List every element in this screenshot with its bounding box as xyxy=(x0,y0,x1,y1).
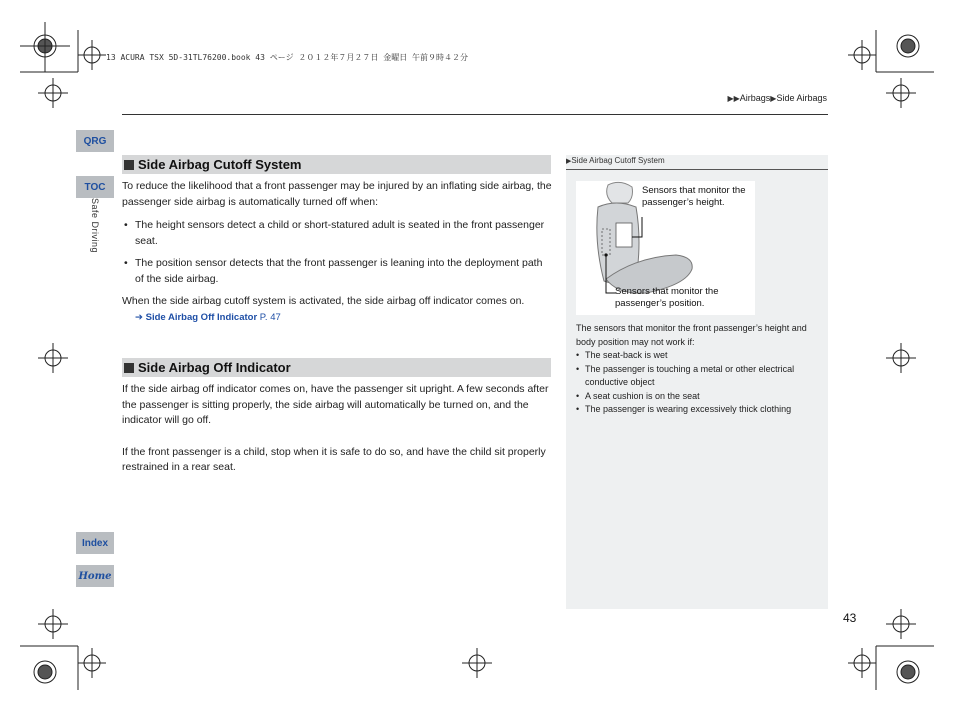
qrg-button[interactable]: QRG xyxy=(76,130,114,152)
header-rule xyxy=(122,114,828,115)
figure-label-height: Sensors that monitor the passenger’s height. xyxy=(642,185,746,208)
chapter-label: Safe Driving xyxy=(90,198,100,254)
height-sensor-mark xyxy=(616,223,632,247)
link-text[interactable]: Side Airbag Off Indicator xyxy=(145,311,258,323)
section1-after: When the side airbag cutoff system is activated, the side airbag off indicator comes on. xyxy=(122,295,525,307)
seat-sensor-figure xyxy=(576,181,755,315)
sidebar-arrow-icon: ▶ xyxy=(566,158,572,165)
list-item: • A seat cushion is on the seat xyxy=(576,390,822,404)
page-number: 43 xyxy=(843,611,857,625)
section1-intro: To reduce the likelihood that a front passenger may be injured by an inflating side airbag, the passenger side airbag is automatically turned off when: xyxy=(122,180,552,208)
heading-square-icon xyxy=(124,160,134,170)
section-title: Side Airbag Off Indicator xyxy=(138,360,291,375)
cross-reference-link[interactable] xyxy=(122,310,552,326)
list-item: • The passenger is touching a metal or other electrical conductive object xyxy=(576,363,822,390)
figure-label-position: Sensors that monitor the passenger’s position. xyxy=(615,286,719,309)
list-item: • The seat-back is wet xyxy=(576,349,822,363)
breadcrumb xyxy=(727,93,827,103)
sidebar-intro: The sensors that monitor the front passenger’s height and body position may not work if: xyxy=(576,323,807,347)
breadcrumb-separator: ▶ xyxy=(770,94,777,103)
list-item: • The height sensors detect a child or short-statured adult is seated in the front passenger seat. xyxy=(122,218,552,249)
heading-square-icon xyxy=(124,363,134,373)
section1-body xyxy=(122,179,552,325)
print-header: 13 ACURA TSX 5D-31TL76200.book 43 ページ ２０１２年７月２７日 金曜日 午前９時４２分 xyxy=(106,53,469,62)
list-item: • The position sensor detects that the front passenger is leaning into the deployment path of the side airbag. xyxy=(122,256,552,287)
section-title: Side Airbag Cutoff System xyxy=(138,157,302,172)
sidebar-rule xyxy=(566,169,828,170)
breadcrumb-arrows: ▶▶ xyxy=(727,94,740,103)
list-item: • The passenger is wearing excessively thick clothing xyxy=(576,403,822,417)
sidebar-body xyxy=(576,322,822,417)
link-page[interactable]: P. 47 xyxy=(259,311,281,323)
toc-button[interactable]: TOC xyxy=(76,176,114,198)
section1-bullets xyxy=(122,218,552,287)
section2-body xyxy=(122,382,552,476)
section-heading-cutoff xyxy=(122,155,551,174)
section2-para2: If the front passenger is a child, stop when it is safe to do so, and have the child sit properly restrained in a rear seat. xyxy=(122,445,546,473)
breadcrumb-current: Side Airbags xyxy=(776,93,827,103)
sidebar-title: ▶Side Airbag Cutoff System xyxy=(566,156,665,165)
section2-para1: If the side airbag off indicator comes on, have the passenger sit upright. A few seconds after the passenger is sitting properly, the side airbag will automatically be turned on, and the indicator will go off. xyxy=(122,383,549,426)
breadcrumb-section[interactable]: Airbags xyxy=(739,93,771,103)
index-button[interactable]: Index xyxy=(76,532,114,554)
home-button[interactable]: Home xyxy=(76,565,114,587)
sidebar-bullets xyxy=(576,349,822,417)
link-arrow-icon: ➔ xyxy=(135,311,143,323)
section-heading-indicator xyxy=(122,358,551,377)
